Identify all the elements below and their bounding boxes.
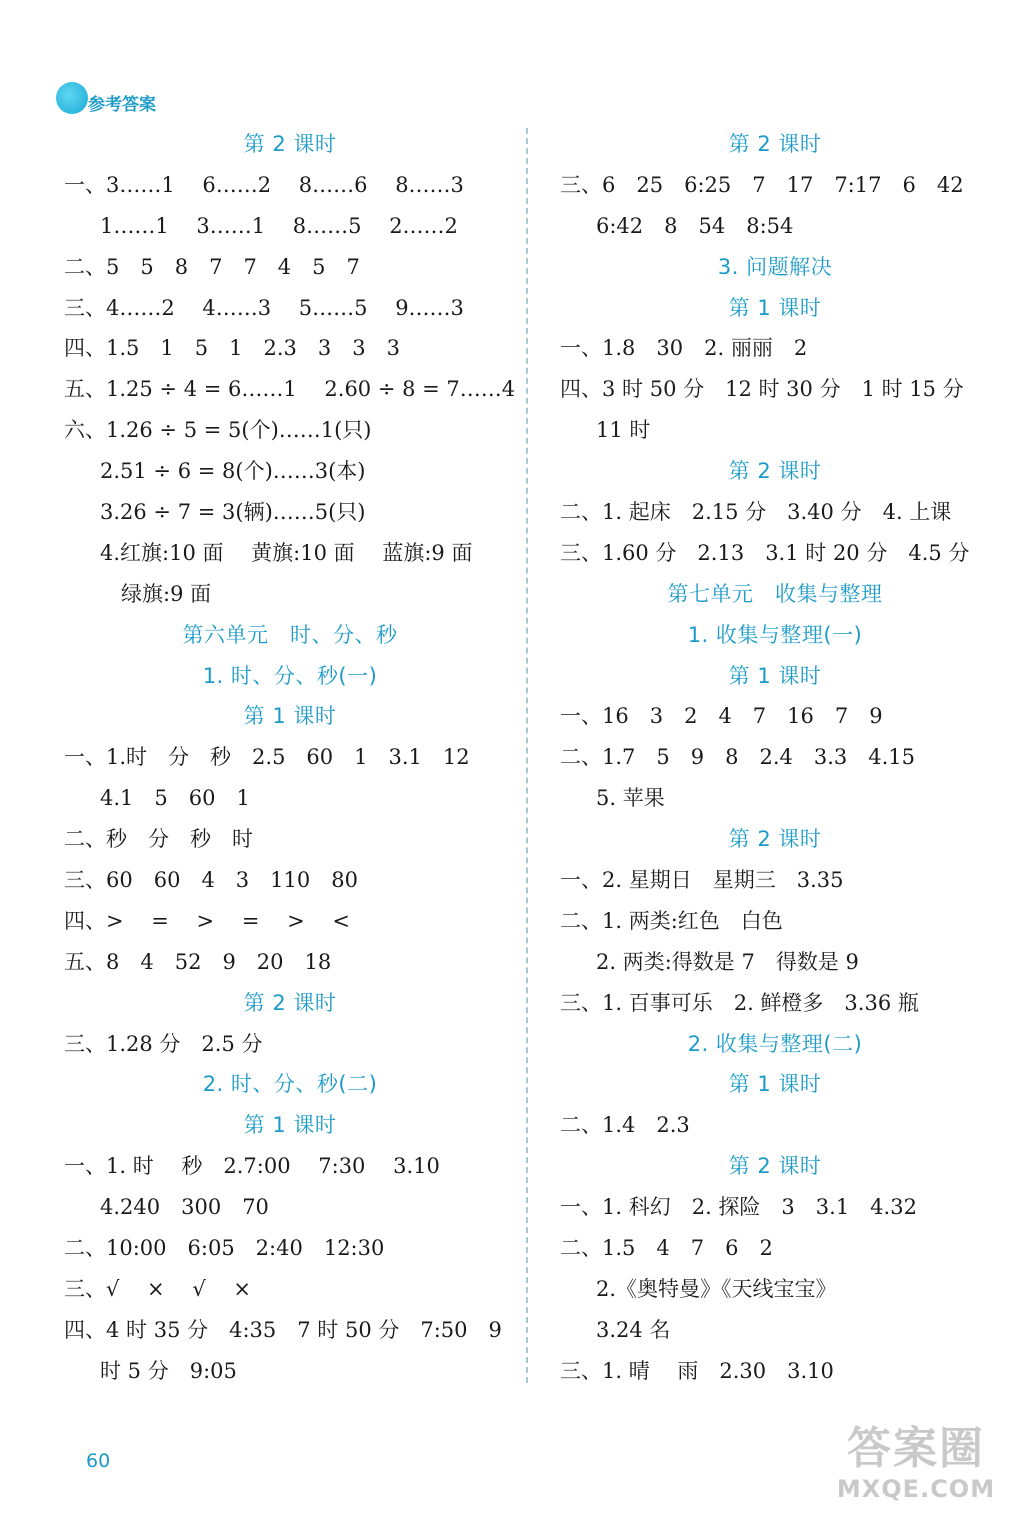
answer-line: 一、1.8 30 2. 丽丽 2 xyxy=(560,336,808,361)
answer-line: 五、8 4 52 9 20 18 xyxy=(64,949,332,974)
answer-line: 二、1.4 2.3 xyxy=(560,1113,690,1138)
answer-line: 4.1 5 60 1 xyxy=(100,786,250,811)
section-heading: 2. 收集与整理(二) xyxy=(687,1031,863,1056)
section-heading: 1. 收集与整理(一) xyxy=(687,622,863,647)
answer-line: 四、3 时 50 分 12 时 30 分 1 时 15 分 xyxy=(560,377,964,402)
page-number: 60 xyxy=(86,1450,111,1472)
column-divider xyxy=(526,128,528,1383)
answer-line: 三、6 25 6:25 7 17 7:17 6 42 xyxy=(560,172,964,197)
answer-line: 6:42 8 54 8:54 xyxy=(596,213,794,238)
answer-line: 1……1 3……1 8……5 2……2 xyxy=(100,213,458,238)
answer-line: 五、1.25 ÷ 4 = 6……1 2.60 ÷ 8 = 7……4 xyxy=(64,377,516,402)
section-heading: 第 2 课时 xyxy=(243,990,337,1015)
answer-line: 一、1.时 分 秒 2.5 60 1 3.1 12 xyxy=(64,745,470,770)
answer-line: 3.24 名 xyxy=(596,1317,671,1342)
section-heading: 第 1 课时 xyxy=(243,704,337,729)
answer-line: 二、1. 两类:红色 白色 xyxy=(560,908,783,933)
section-heading: 2. 时、分、秒(二) xyxy=(202,1072,378,1097)
section-heading: 第 2 课时 xyxy=(728,827,822,852)
section-heading: 第六单元 时、分、秒 xyxy=(182,622,398,647)
left-column xyxy=(64,124,516,1392)
answer-line: 3.26 ÷ 7 = 3(辆)……5(只) xyxy=(100,500,366,525)
answer-line: 二、1.7 5 9 8 2.4 3.3 4.15 xyxy=(560,745,916,770)
answer-line: 二、1. 起床 2.15 分 3.40 分 4. 上课 xyxy=(560,500,952,525)
watermark-logo xyxy=(831,1424,1001,1514)
answer-line: 三、1.60 分 2.13 3.1 时 20 分 4.5 分 xyxy=(560,540,970,565)
answer-line: 三、√ × √ × xyxy=(64,1276,251,1301)
header-circle-icon xyxy=(56,82,88,114)
answer-line: 三、1. 百事可乐 2. 鲜橙多 3.36 瓶 xyxy=(560,990,919,1015)
answer-line: 时 5 分 9:05 xyxy=(100,1358,237,1383)
section-heading: 第 1 课时 xyxy=(728,663,822,688)
section-heading: 第 2 课时 xyxy=(728,1154,822,1179)
answer-line: 4.红旗:10 面 黄旗:10 面 蓝旗:9 面 xyxy=(100,540,473,565)
answer-line: 11 时 xyxy=(596,418,651,443)
right-column xyxy=(560,124,990,1392)
answer-line: 四、4 时 35 分 4:35 7 时 50 分 7:50 9 xyxy=(64,1317,502,1342)
answer-line: 四、> = > = > < xyxy=(64,908,350,933)
answer-line: 4.240 300 70 xyxy=(100,1195,269,1220)
watermark-title: 答案圈 xyxy=(847,1423,985,1474)
watermark-url: MXQE.COM xyxy=(836,1475,996,1503)
answer-line: 一、2. 星期日 星期三 3.35 xyxy=(560,868,844,893)
answer-line: 一、1. 科幻 2. 探险 3 3.1 4.32 xyxy=(560,1195,917,1220)
answer-line: 一、16 3 2 4 7 16 7 9 xyxy=(560,704,883,729)
section-heading: 第七单元 收集与整理 xyxy=(667,581,883,606)
answer-line: 二、10:00 6:05 2:40 12:30 xyxy=(64,1236,385,1261)
answer-line: 绿旗:9 面 xyxy=(100,581,212,606)
answer-line: 2.《奥特曼》《天线宝宝》 xyxy=(596,1276,837,1301)
answer-line: 三、1.28 分 2.5 分 xyxy=(64,1031,263,1056)
section-heading: 第 1 课时 xyxy=(728,1072,822,1097)
answer-line: 三、4……2 4……3 5……5 9……3 xyxy=(64,295,464,320)
section-heading: 第 2 课时 xyxy=(243,132,337,156)
section-heading: 第 2 课时 xyxy=(728,459,822,484)
answer-line: 六、1.26 ÷ 5 = 5(个)……1(只) xyxy=(64,418,372,443)
section-heading: 第 2 课时 xyxy=(728,132,822,156)
section-heading: 第 1 课时 xyxy=(728,295,822,320)
answer-line: 5. 苹果 xyxy=(596,786,665,811)
section-heading: 1. 时、分、秒(一) xyxy=(202,663,378,688)
answer-line: 二、5 5 8 7 7 4 5 7 xyxy=(64,254,360,279)
answer-line: 四、1.5 1 5 1 2.3 3 3 3 xyxy=(64,336,400,361)
answer-line: 三、60 60 4 3 110 80 xyxy=(64,868,358,893)
section-heading: 第 1 课时 xyxy=(243,1113,337,1138)
answer-line: 三、1. 晴 雨 2.30 3.10 xyxy=(560,1358,834,1383)
header-title: 参考答案 xyxy=(88,95,156,115)
section-heading: 3. 问题解决 xyxy=(717,254,833,279)
answer-line: 二、1.5 4 7 6 2 xyxy=(560,1236,773,1261)
answer-line: 二、秒 分 秒 时 xyxy=(64,827,253,852)
answer-line: 2.51 ÷ 6 = 8(个)……3(本) xyxy=(100,459,366,484)
answer-line: 2. 两类:得数是 7 得数是 9 xyxy=(596,949,859,974)
answer-line: 一、3……1 6……2 8……6 8……3 xyxy=(64,172,464,197)
answer-line: 一、1. 时 秒 2.7:00 7:30 3.10 xyxy=(64,1154,440,1179)
